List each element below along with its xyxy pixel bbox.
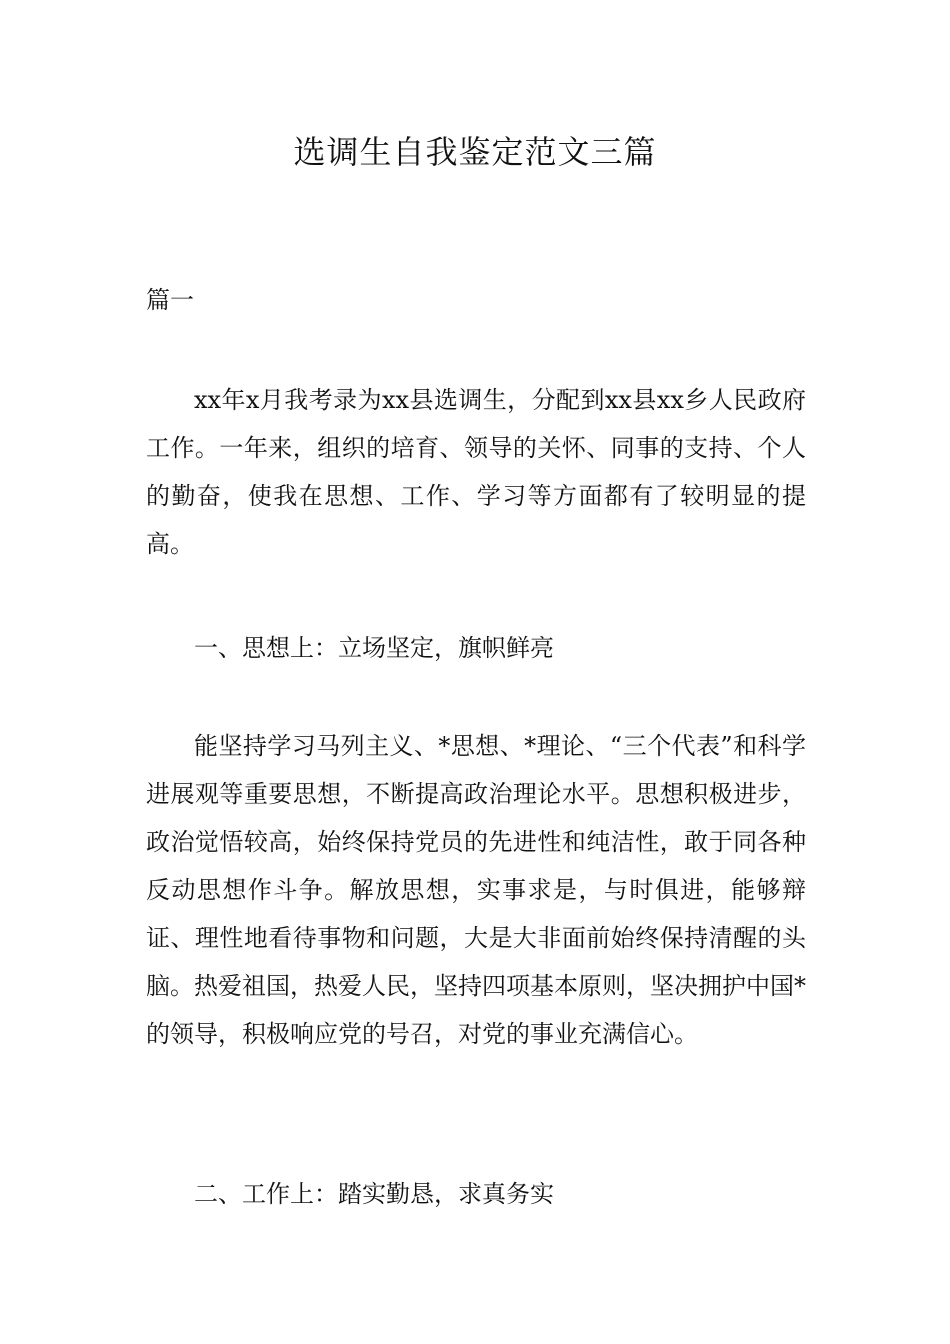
document-title: 选调生自我鉴定范文三篇 — [293, 133, 657, 171]
section-heading-2: 二、工作上：踏实勤恳，求真务实 — [194, 1180, 554, 1208]
intro-paragraph: xx年x月我考录为xx县选调生，分配到xx县xx乡人民政府工作。一年来，组织的培育、领导的关怀、同事的支持、个人的勤奋，使我在思想、工作、学习等方面都有了较明显的提高。 — [146, 386, 806, 558]
section-heading-1: 一、思想上：立场坚定，旗帜鲜亮 — [194, 634, 554, 662]
body-paragraph-1: 能坚持学习马列主义、*思想、*理论、“三个代表”和科学进展观等重要思想，不断提高政治理论水平。思想积极进步，政治觉悟较高，始终保持党员的先进性和纯洁性，敢于同各种反动思想作斗争。解放思想，实事求是，与时俱进，能够辩证、理性地看待事物和问题，大是大非面前始终保持清醒的头脑。热爱祖国，热爱人民，坚持四项基本原则，坚决拥护中国*的领导，积极响应党的号召，对党的事业充满信心。 — [146, 732, 806, 1048]
section-label: 篇一 — [146, 286, 194, 314]
